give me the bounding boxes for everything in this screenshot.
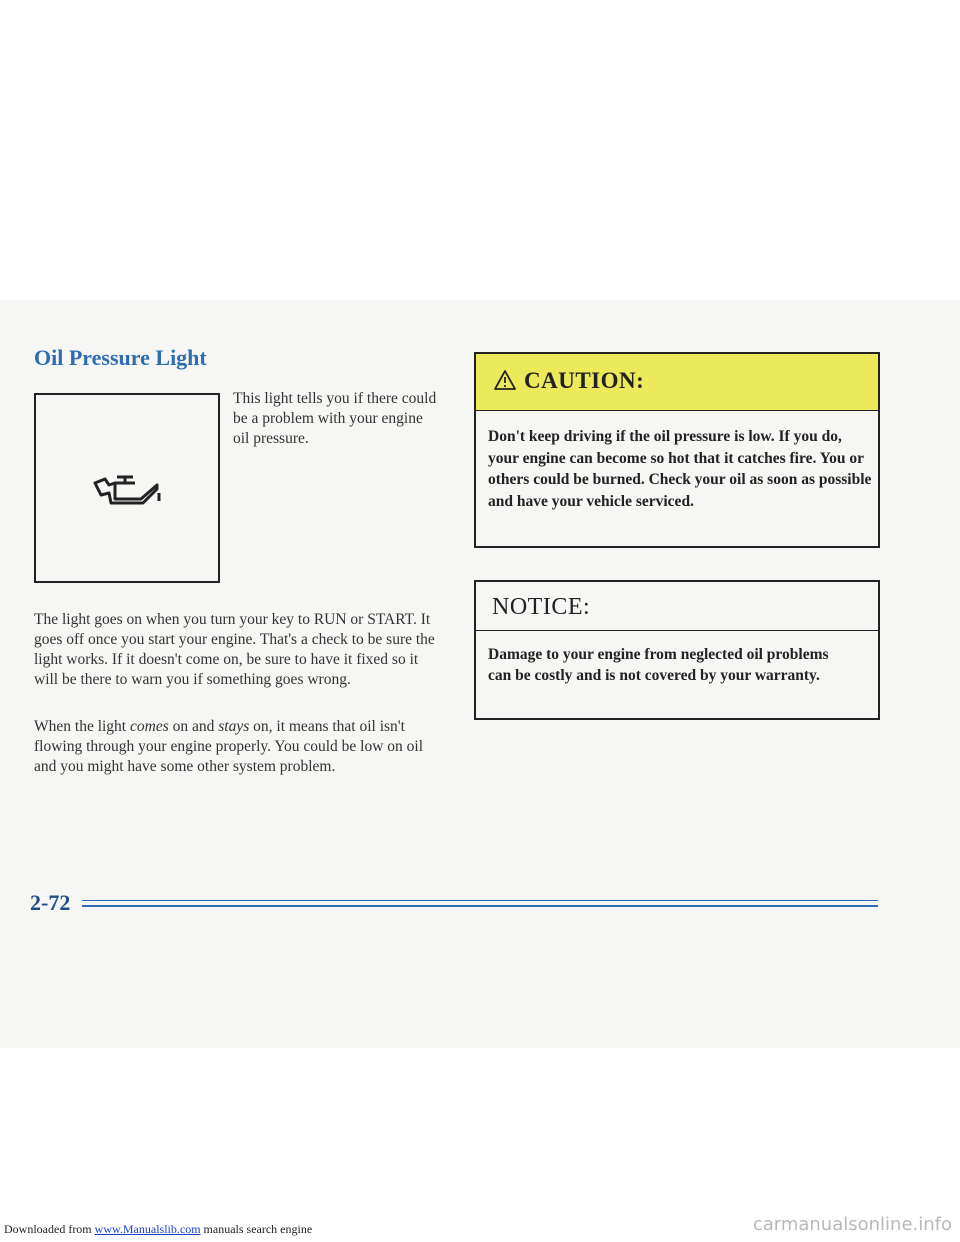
warning-triangle-icon [494, 370, 516, 390]
page-rule-top [82, 900, 878, 901]
caution-text: Don't keep driving if the oil pressure is low. If you do, your engine can become so hot that it catches fire. You or others could be burned. Check your oil as soon as possible and have your vehicle serviced. [488, 428, 872, 510]
para2-emphasis-comes: comes [130, 718, 169, 735]
paragraph-light-stays-on [34, 717, 444, 777]
notice-box [474, 580, 880, 720]
notice-header [476, 582, 878, 631]
notice-text: Damage to your engine from neglected oil problems can be costly and is not covered by your warranty. [488, 646, 829, 684]
footer-prefix: Downloaded from [4, 1222, 95, 1236]
oil-can-icon [91, 471, 163, 511]
para2-text-3: on, it means that oil isn't flowing through your engine properly. You could be low on oil and you might have some other system problem. [34, 718, 424, 775]
para2-emphasis-stays: stays [218, 718, 250, 735]
para2-text-1: When the light [34, 718, 130, 735]
caution-title: CAUTION: [524, 368, 645, 393]
light-description: This light tells you if there could be a problem with your engine oil pressure. [233, 390, 437, 447]
notice-title: NOTICE: [492, 594, 591, 620]
manualslib-link[interactable]: www.Manualslib.com [94, 1222, 201, 1236]
section-title: Oil Pressure Light [34, 345, 207, 370]
page-number: 2-72 [30, 890, 71, 915]
oil-pressure-icon-box [34, 393, 220, 583]
page-rule-bottom [82, 905, 878, 907]
download-footer [4, 1222, 312, 1237]
caution-header [476, 354, 878, 411]
paragraph-light-behavior: The light goes on when you turn your key to RUN or START. It goes off once you start your engine. That's a check to be sure the light works. If it doesn't come on, be sure to have it fixed so it will be there to warn you if something goes wrong. [34, 611, 435, 688]
para2-text-2: on and [168, 718, 219, 735]
site-watermark: carmanualsonline.info [752, 1214, 952, 1235]
caution-box [474, 352, 880, 548]
footer-suffix: manuals search engine [200, 1222, 313, 1236]
